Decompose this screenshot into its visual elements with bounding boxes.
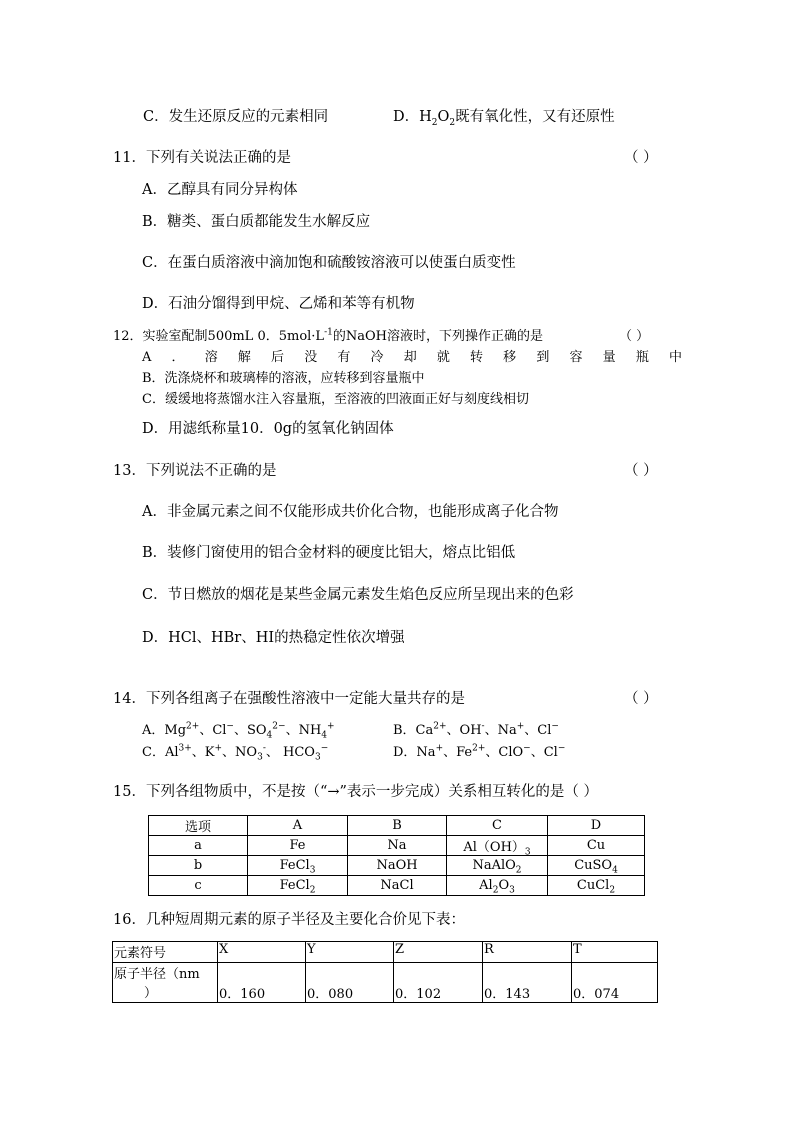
table-cell: 0．102 xyxy=(394,963,483,1003)
table-row xyxy=(149,856,645,876)
q11-option-d: D．石油分馏得到甲烷、乙烯和苯等有机物 xyxy=(142,296,415,312)
row-label: 原子半径（nm ） xyxy=(113,963,218,1003)
q14-answer-bracket: （ ） xyxy=(624,691,658,707)
table-cell: NaCl xyxy=(348,876,447,896)
q16-stem: 16．几种短周期元素的原子半径及主要化合价见下表： xyxy=(113,912,465,928)
row-label: a xyxy=(149,836,248,856)
q12-stem: 12．实验室配制500mL 0．$5mol\cdot L^{-1}$的NaOH溶液时，下列操作正确的是 xyxy=(113,327,543,344)
q15-table xyxy=(148,815,645,896)
row-label: c xyxy=(149,876,248,896)
q14-option-a: A．$Mg^{2+}$、Cl−、$SO_4^{2-}$、$NH_4^+$ xyxy=(142,721,335,741)
table-cell: NaOH xyxy=(348,856,447,876)
table-cell: Na xyxy=(348,836,447,856)
q12-option-c: C．缓缓地将蒸馏水注入容量瓶，至溶液的凹液面正好与刻度线相切 xyxy=(142,392,529,407)
table-cell: CuSO$_4$ xyxy=(548,856,645,876)
header-cell: B xyxy=(348,816,447,836)
q13-option-a: A．非金属元素之间不仅能形成共价化合物，也能形成离子化合物 xyxy=(142,504,559,520)
q12-option-d: D．用滤纸称量10．0g的氢氧化钠固体 xyxy=(142,421,394,437)
header-cell: A xyxy=(248,816,348,836)
q13-option-c: C．节日燃放的烟花是某些金属元素发生焰色反应所呈现出来的色彩 xyxy=(142,587,574,603)
row-label: b xyxy=(149,856,248,876)
table-cell: Cu xyxy=(548,836,645,856)
q11-answer-bracket: （ ） xyxy=(624,150,658,166)
header-cell: T xyxy=(572,942,658,963)
table-cell: CuCl$_2$ xyxy=(548,876,645,896)
q10-option-d: D．$H_2O_2$既有氧化性，又有还原性 xyxy=(393,109,615,128)
q12-option-b: B．洗涤烧杯和玻璃棒的溶液，应转移到容量瓶中 xyxy=(142,371,425,386)
q15-stem: 15．下列各组物质中，不是按（“→”表示一步完成）关系相互转化的是（ ） xyxy=(113,784,599,800)
header-cell: Z xyxy=(394,942,483,963)
q11-option-a: A．乙醇具有同分异构体 xyxy=(142,182,298,198)
table-cell: 0．160 xyxy=(218,963,306,1003)
q13-stem: 13．下列说法不正确的是 xyxy=(113,463,277,479)
q12-option-a: A．溶解后没有冷却就转移到容量瓶中 xyxy=(142,350,682,365)
header-cell: Y xyxy=(306,942,394,963)
header-cell: D xyxy=(548,816,645,836)
header-cell: C xyxy=(447,816,548,836)
table-row xyxy=(149,876,645,896)
q16-table xyxy=(112,941,658,1003)
header-cell: 选项 xyxy=(149,816,248,836)
q11-option-c: C．在蛋白质溶液中滴加饱和硫酸铵溶液可以使蛋白质变性 xyxy=(142,255,516,271)
q15-header-row xyxy=(149,816,645,836)
q14-option-c: C．$Al^{3+}$、K+、$NO_3^-$、 $HCO_3^-$ xyxy=(142,743,329,763)
table-row xyxy=(113,963,658,1003)
q16-header-row xyxy=(113,942,658,963)
q11-option-b: B．糖类、蛋白质都能发生水解反应 xyxy=(142,214,371,230)
header-cell: 元素符号 xyxy=(113,942,218,963)
q13-answer-bracket: （ ） xyxy=(624,463,658,479)
q14-option-d: D．Na+、$Fe^{2+}$、ClO−、Cl− xyxy=(393,743,566,760)
header-cell: R xyxy=(483,942,572,963)
table-cell: NaAlO$_2$ xyxy=(447,856,548,876)
table-cell: 0．074 xyxy=(572,963,658,1003)
table-cell: FeCl$_3$ xyxy=(248,856,348,876)
q13-option-d: D．HCl、HBr、HI的热稳定性依次增强 xyxy=(142,630,405,646)
table-cell: Fe xyxy=(248,836,348,856)
q12-answer-bracket: （ ） xyxy=(619,329,650,344)
header-cell: X xyxy=(218,942,306,963)
table-cell: $Al_2O_3$ xyxy=(447,876,548,896)
table-row xyxy=(149,836,645,856)
table-cell: FeCl$_2$ xyxy=(248,876,348,896)
table-cell: $Al(OH)_3$ xyxy=(447,836,548,856)
table-cell: 0．143 xyxy=(483,963,572,1003)
q14-stem: 14．下列各组离子在强酸性溶液中一定能大量共存的是 xyxy=(113,691,465,707)
table-cell: 0．080 xyxy=(306,963,394,1003)
q11-stem: 11．下列有关说法正确的是 xyxy=(113,150,291,166)
q10-option-c: C．发生还原反应的元素相同 xyxy=(143,109,329,125)
q13-option-b: B．装修门窗使用的铝合金材料的硬度比铝大，熔点比铝低 xyxy=(142,545,516,561)
q14-option-b: B．$Ca^{2+}$、OH-、Na+、Cl− xyxy=(393,721,559,738)
